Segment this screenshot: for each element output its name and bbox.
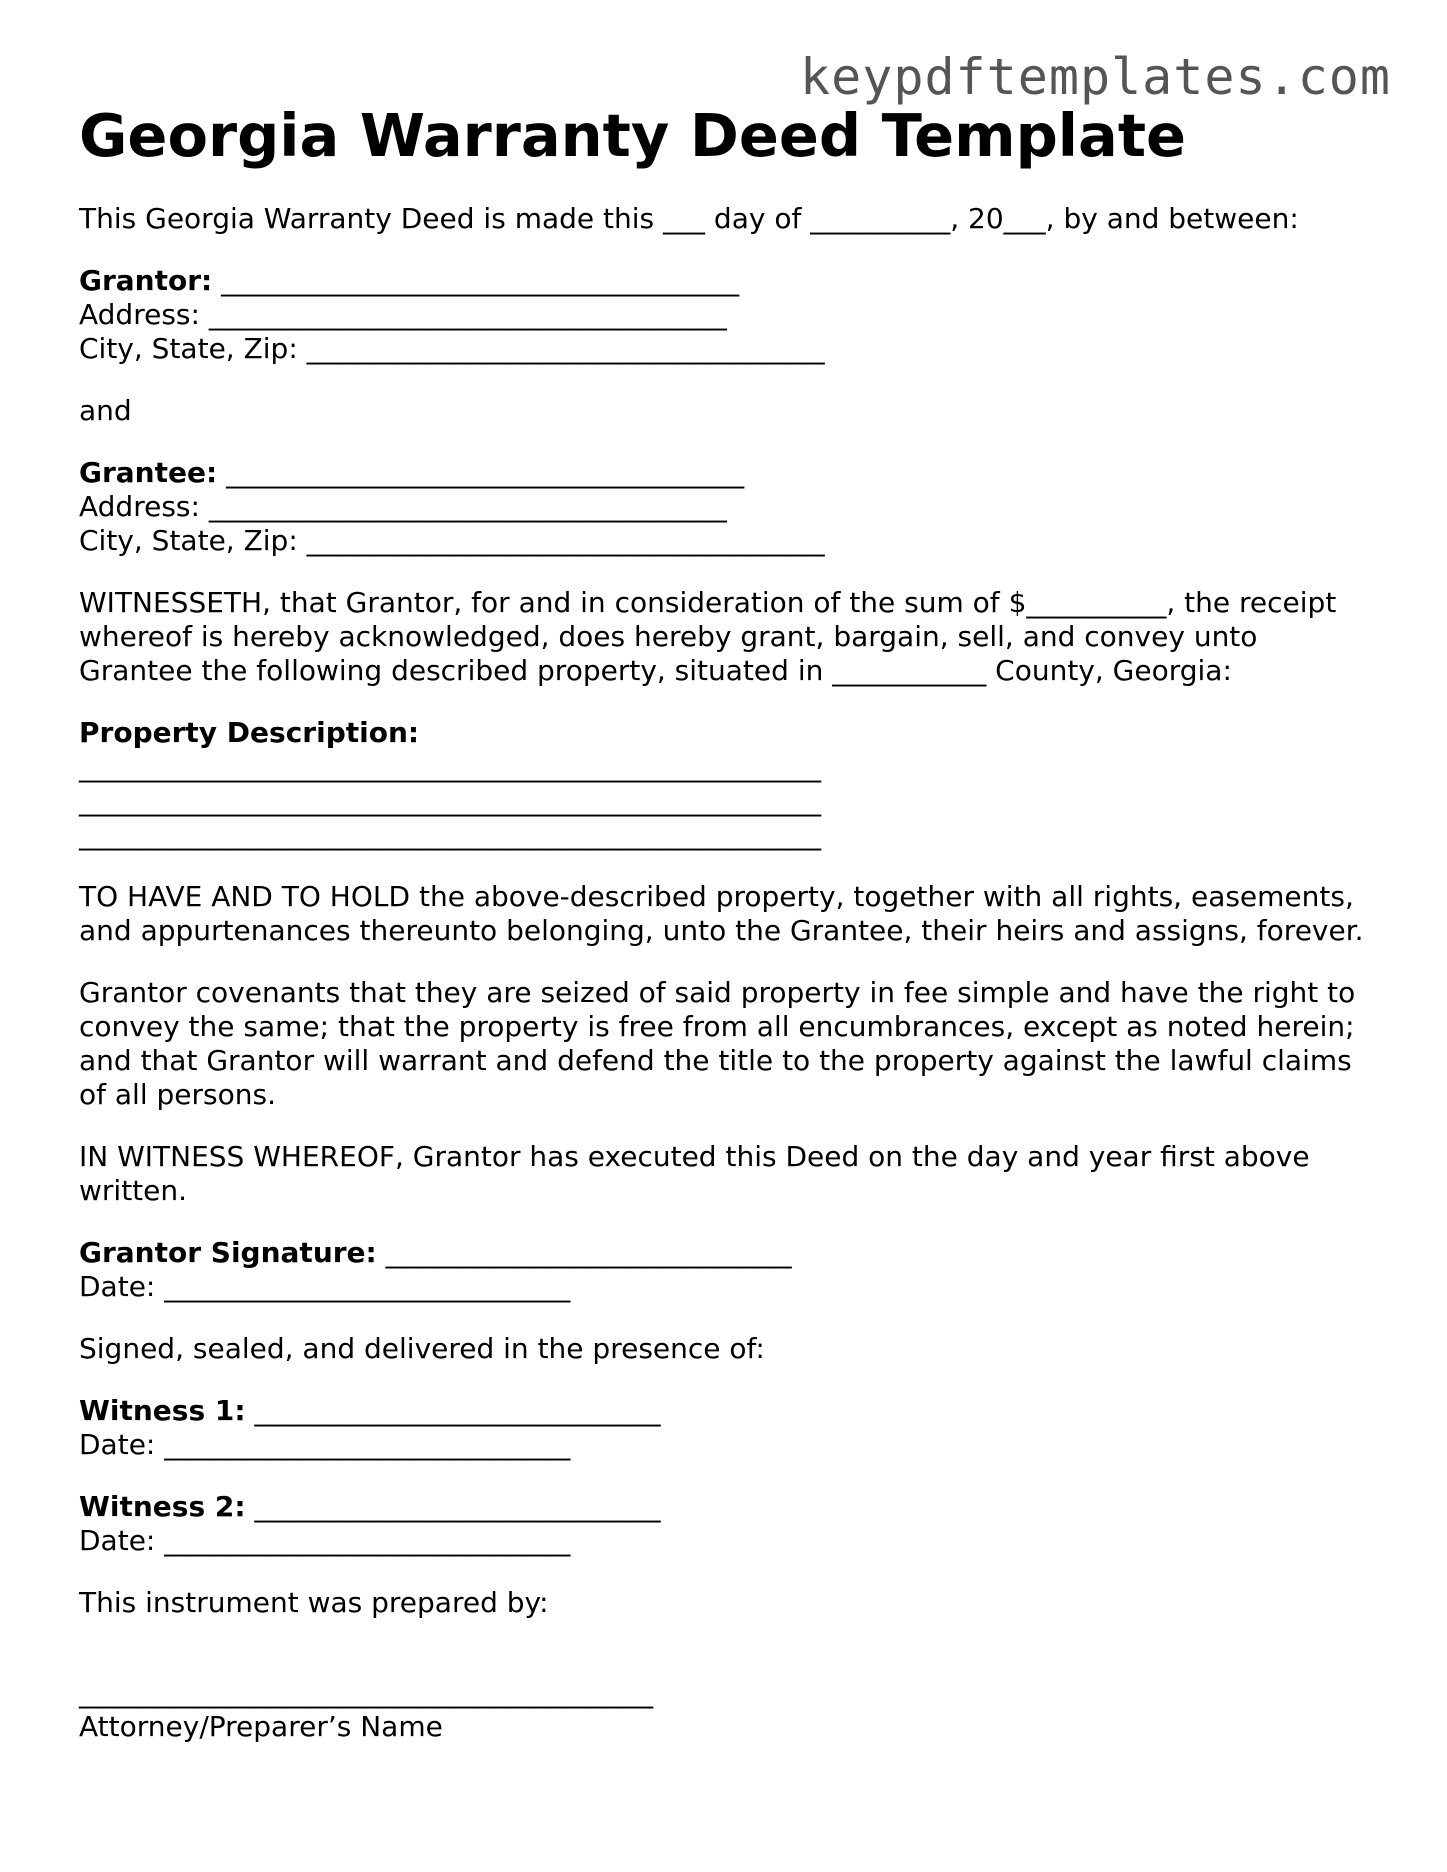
preparer-label: Attorney/Preparer’s Name bbox=[79, 1710, 443, 1743]
grantor-signature-line bbox=[79, 1236, 1379, 1270]
witness-1-label: Witness 1: bbox=[79, 1394, 246, 1427]
grantor-signature-block bbox=[79, 1236, 1379, 1304]
witness-1-date-line bbox=[79, 1428, 1379, 1462]
grantor-label: Grantor: bbox=[79, 264, 213, 297]
document-page bbox=[79, 96, 1379, 1744]
grantor-city-blank[interactable]: _____________________________________ bbox=[297, 332, 825, 365]
property-description-line-3[interactable]: _____________________________________________________ bbox=[79, 818, 821, 851]
property-description-line-1[interactable]: _____________________________________________________ bbox=[79, 750, 821, 783]
witness-1-date-blank[interactable]: _____________________________ bbox=[155, 1428, 571, 1461]
grantor-address-label: Address: bbox=[79, 298, 200, 331]
witnesseth-paragraph: WITNESSETH, that Grantor, for and in consideration of the sum of $__________, the receipt whereof is hereby acknowledged, does hereby grant, bargain, sell, and convey unto Grantee the following described property, situated in ___________ County, Georgia: bbox=[79, 586, 1337, 687]
grantor-city-label: City, State, Zip: bbox=[79, 332, 298, 365]
watermark: keypdftemplates.com bbox=[800, 48, 1391, 106]
witness-2-date-line bbox=[79, 1524, 1379, 1558]
grantor-address-line bbox=[79, 298, 1379, 332]
habendum-paragraph: TO HAVE AND TO HOLD the above-described property, together with all rights, easements, and appurtenances thereunto belonging, unto the Grantee, their heirs and assigns, forever. bbox=[79, 880, 1364, 947]
witness-2-date-blank[interactable]: _____________________________ bbox=[155, 1524, 571, 1557]
grantor-address-blank[interactable]: _____________________________________ bbox=[199, 298, 727, 331]
grantee-address-label: Address: bbox=[79, 490, 200, 523]
preparer-block bbox=[79, 1676, 1379, 1744]
grantor-city-line bbox=[79, 332, 1379, 366]
signed-sealed-text: Signed, sealed, and delivered in the presence of: bbox=[79, 1332, 765, 1365]
grantee-name-blank[interactable]: _____________________________________ bbox=[217, 456, 745, 489]
grantor-signature-date-label: Date: bbox=[79, 1270, 156, 1303]
grantor-signature-date-blank[interactable]: _____________________________ bbox=[155, 1270, 571, 1303]
witness-2-line bbox=[79, 1490, 1379, 1524]
and-text: and bbox=[79, 394, 132, 427]
witness-2-block bbox=[79, 1490, 1379, 1558]
grantee-city-line bbox=[79, 524, 1379, 558]
grantee-city-label: City, State, Zip: bbox=[79, 524, 298, 557]
witness-2-label: Witness 2: bbox=[79, 1490, 246, 1523]
witness-2-blank[interactable]: _____________________________ bbox=[245, 1490, 661, 1523]
witness-1-line bbox=[79, 1394, 1379, 1428]
grantee-label: Grantee: bbox=[79, 456, 218, 489]
property-description-block bbox=[79, 716, 1379, 852]
intro-paragraph: This Georgia Warranty Deed is made this ___ day of __________, 20___, by and between: bbox=[79, 202, 1299, 235]
grantee-name-line bbox=[79, 456, 1379, 490]
grantor-signature-label: Grantor Signature: bbox=[79, 1236, 377, 1269]
grantor-name-line bbox=[79, 264, 1379, 298]
grantor-signature-date-line bbox=[79, 1270, 1379, 1304]
page-title: Georgia Warranty Deed Template bbox=[79, 101, 1187, 170]
prepared-by-text: This instrument was prepared by: bbox=[79, 1586, 549, 1619]
grantee-city-blank[interactable]: _____________________________________ bbox=[297, 524, 825, 557]
property-description-line-2[interactable]: _____________________________________________________ bbox=[79, 784, 821, 817]
grantee-block bbox=[79, 456, 1379, 558]
in-witness-paragraph: IN WITNESS WHEREOF, Grantor has executed this Deed on the day and year first above written. bbox=[79, 1140, 1310, 1207]
witness-2-date-label: Date: bbox=[79, 1524, 156, 1557]
witness-1-block bbox=[79, 1394, 1379, 1462]
grantee-address-line bbox=[79, 490, 1379, 524]
grantor-name-blank[interactable]: _____________________________________ bbox=[212, 264, 740, 297]
grantor-signature-blank[interactable]: _____________________________ bbox=[376, 1236, 792, 1269]
witness-1-date-label: Date: bbox=[79, 1428, 156, 1461]
grantor-block bbox=[79, 264, 1379, 366]
property-description-label: Property Description: bbox=[79, 716, 420, 749]
covenants-paragraph: Grantor covenants that they are seized of said property in fee simple and have the right to convey the same; that the property is free from all encumbrances, except as noted herein; and that Grantor will warrant and defend the title to the property against the lawful claims of all persons. bbox=[79, 976, 1356, 1111]
preparer-blank[interactable]: _________________________________________ bbox=[79, 1676, 653, 1709]
witness-1-blank[interactable]: _____________________________ bbox=[245, 1394, 661, 1427]
grantee-address-blank[interactable]: _____________________________________ bbox=[199, 490, 727, 523]
